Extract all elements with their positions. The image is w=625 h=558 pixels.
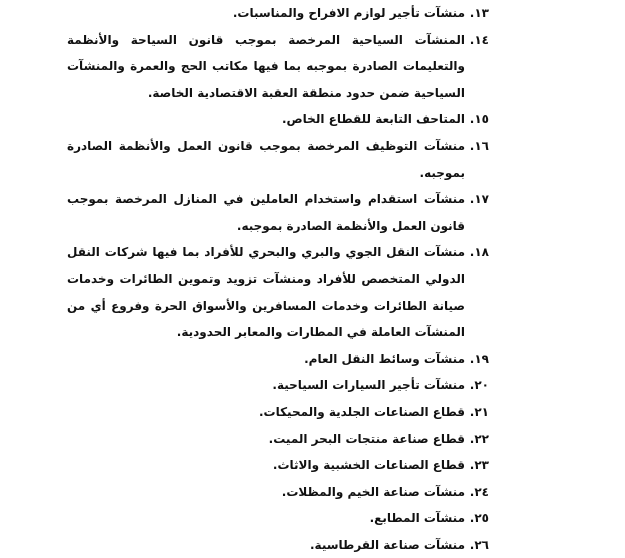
item-number: ٢٤. xyxy=(469,484,489,499)
item-number: ٢٣. xyxy=(469,458,489,473)
item-text: منشآت تأجير لوازم الافراح والمناسبات. xyxy=(232,6,465,20)
item-text: المنشآت السياحية المرخصة بموجب قانون السياحة والأنظمة والتعليمات الصادرة بموجبه بما فيها مكاتب الحج والعمرة والمنشآت السياحية ضمن حدود منطقة العقبة الاقتصادية الخاصة. xyxy=(67,32,465,100)
list-item xyxy=(67,505,489,532)
list-item xyxy=(67,532,489,558)
list-item xyxy=(67,239,489,345)
list-item xyxy=(67,452,489,479)
item-text: منشآت صناعة القرطاسية. xyxy=(310,537,465,552)
list-item xyxy=(67,186,489,239)
item-text: المتاحف التابعة للقطاع الخاص. xyxy=(281,112,465,127)
list-item xyxy=(67,133,489,186)
item-text: منشآت صناعة الخيم والمظلات. xyxy=(281,484,465,499)
item-number: ٢٢. xyxy=(469,431,489,446)
item-number: ٢٦. xyxy=(469,537,489,552)
item-text: منشآت استقدام واستخدام العاملين في المنازل المرخصة بموجب قانون العمل والأنظمة الصادرة بموجبه. xyxy=(67,192,465,233)
item-number: ١٩. xyxy=(469,351,489,366)
item-text: قطاع الصناعات الخشبية والاثاث. xyxy=(272,458,465,473)
item-number: ١٥. xyxy=(469,112,489,127)
list-item xyxy=(67,0,489,27)
item-number: ١٨. xyxy=(469,245,489,260)
item-number: ٢١. xyxy=(469,404,489,419)
item-text: منشآت المطابع. xyxy=(369,511,465,526)
item-number: ١٤. xyxy=(469,32,489,47)
list-item xyxy=(67,27,489,107)
item-text: منشآت التوظيف المرخصة بموجب قانون العمل والأنظمة الصادرة بموجبه. xyxy=(67,138,465,180)
item-number: ٢٥. xyxy=(469,511,489,526)
item-text: منشآت وسائط النقل العام. xyxy=(304,351,465,366)
list-item xyxy=(67,346,489,373)
list-item xyxy=(67,426,489,453)
item-text: منشآت النقل الجوي والبري والبحري للأفراد بما فيها شركات النقل الدولي المتخصص للأفراد ومنشآت تزويد وتموين الطائرات وخدمات صيانة الطائرات وخدمات المسافرين والأسواق الحرة وفروع أي من المنشآت العاملة في المطارات والمعابر الحدودية. xyxy=(67,245,465,340)
list-item xyxy=(67,479,489,506)
item-number: ٢٠. xyxy=(469,378,489,393)
item-number: ١٦. xyxy=(469,138,489,153)
item-number: ١٧. xyxy=(469,192,489,207)
numbered-list xyxy=(67,0,489,558)
list-item xyxy=(67,372,489,399)
item-text: قطاع صناعة منتجات البحر الميت. xyxy=(268,431,465,446)
item-text: منشآت تأجير السيارات السياحية. xyxy=(272,378,465,393)
list-item xyxy=(67,399,489,426)
item-text: قطاع الصناعات الجلدية والمحيكات. xyxy=(258,404,465,419)
list-item xyxy=(67,106,489,133)
item-number: ١٣. xyxy=(469,6,489,20)
